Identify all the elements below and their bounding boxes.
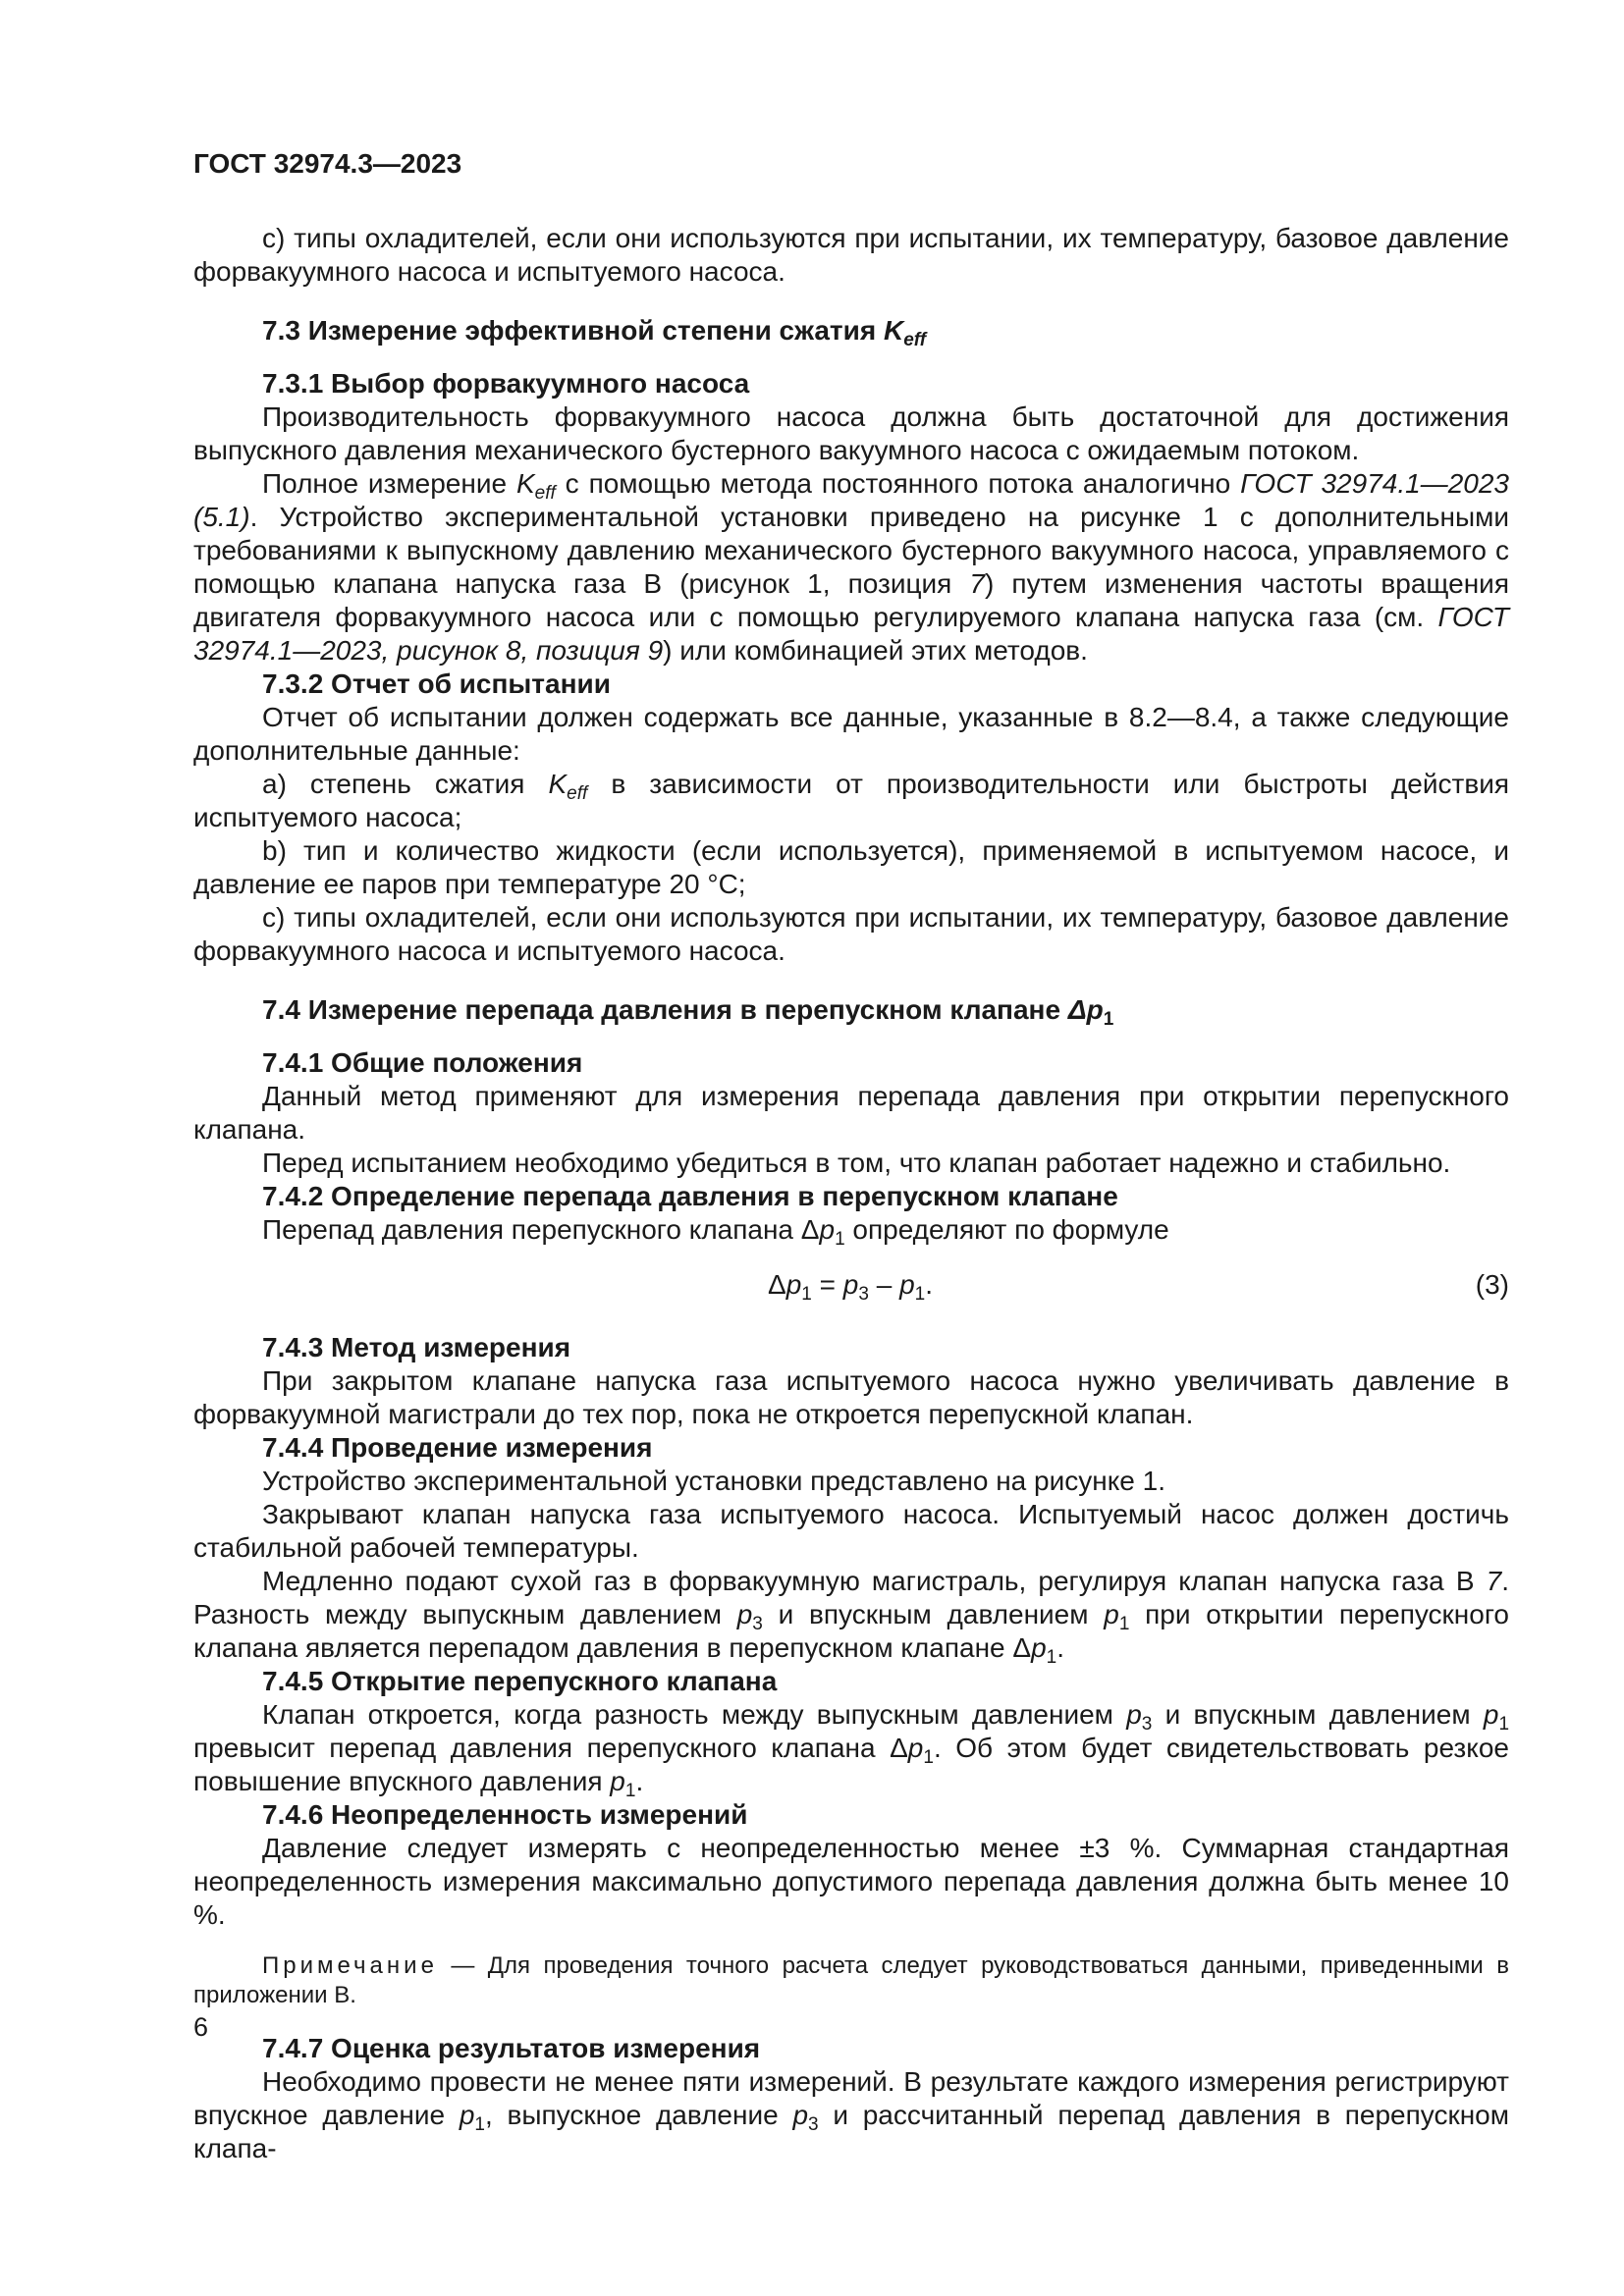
reference: ГОСТ 32974.1—2023 (5.1) — [193, 468, 1509, 532]
paragraph: Необходимо провести не менее пяти измерений. В результате каждого измерения регистрируют впускное давление $p_1$, выпускное давление $p_3$ и рассчитанный перепад давления в перепускном клапа- — [193, 2066, 1509, 2163]
formula-number: (3) — [1475, 1269, 1509, 1300]
section-7-4-1-title: 7.4.1 Общие положения — [262, 1047, 583, 1078]
list-item-c: c) типы охладителей, если они используются при испытании, их температуру, базовое давление форвакуумного насоса и испытуемого насоса. — [193, 223, 1509, 287]
list-item-b: b) тип и количество жидкости (если используется), применяемой в испытуемом насосе, и давление ее паров при температуре 20 °С; — [193, 835, 1509, 899]
reference: ГОСТ 32974.1—2023, рисунок 8, позиция 9 — [193, 602, 1509, 666]
section-7-4-title: 7.4 Измерение перепада давления в перепускном клапане $\Delta p_1$ — [262, 994, 1114, 1030]
paragraph: Данный метод применяют для измерения перепада давления при открытии перепускного клапана. — [193, 1081, 1509, 1145]
section-7-3-title: 7.3 Измерение эффективной степени сжатия $K_{eff}$ — [262, 315, 927, 350]
paragraph: Медленно подают сухой газ в форвакуумную магистраль, регулируя клапан напуска газа B 7. Разность между выпускным давлением $p_3$ и впускным давлением $p_1$ при открытии перепускного клапана является перепадом давления в перепускном клапане $\Delta p_1$. — [193, 1566, 1509, 1668]
section-7-4-6-title: 7.4.6 Неопределенность измерений — [262, 1799, 748, 1830]
note-label: Примечание — [262, 1952, 438, 1979]
list-item-a: a) степень сжатия $K_{eff}$ в зависимости от производительности или быстроты действия испытуемого насоса; — [193, 769, 1509, 832]
paragraph: Устройство экспериментальной установки представлено на рисунке 1. — [262, 1466, 1165, 1496]
paragraph: Производительность форвакуумного насоса должна быть достаточной для достижения выпускного давления механического бустерного вакуумного насоса с ожидаемым потоком. — [193, 401, 1509, 465]
paragraph: При закрытом клапане напуска газа испытуемого насоса нужно увеличивать давление в форвакуумной магистрали до тех пор, пока не откроется перепускной клапан. — [193, 1365, 1509, 1429]
paragraph: Перепад давления перепускного клапана $\Delta p_1$ определяют по формуле — [262, 1214, 1169, 1250]
note: Примечание — Для проведения точного расчета следует руководствоваться данными, приведенными в приложении В. — [193, 1952, 1509, 2008]
formula-expression: $\Delta p_1 = p_3 - p_1$. — [768, 1269, 934, 1305]
section-7-4-2-title: 7.4.2 Определение перепада давления в перепускном клапане — [262, 1181, 1118, 1211]
section-7-3-2-title: 7.3.2 Отчет об испытании — [262, 668, 611, 699]
paragraph: Перед испытанием необходимо убедиться в том, что клапан работает надежно и стабильно. — [262, 1148, 1451, 1178]
paragraph: Полное измерение $K_{eff}$ с помощью метода постоянного потока аналогично ГОСТ 32974.1—2023 (5.1). Устройство экспериментальной установки приведено на рисунке 1 с дополнительными требованиями к выпускному давлению механического бустерного вакуумного насоса, управляемого с помощью клапана напуска газа B (рисунок 1, позиция 7) путем изменения частоты вращения двигателя форвакуумного насоса или с помощью регулируемого клапана напуска газа (см. ГОСТ 32974.1—2023, рисунок 8, позиция 9) или комбинацией этих методов. — [193, 468, 1509, 666]
formula-3 — [193, 1264, 1509, 1309]
document-header: ГОСТ 32974.3—2023 — [193, 148, 462, 179]
list-item-c: c) типы охладителей, если они используются при испытании, их температуру, базовое давление форвакуумного насоса и испытуемого насоса. — [193, 902, 1509, 966]
section-7-3-1-title: 7.3.1 Выбор форвакуумного насоса — [262, 368, 750, 399]
page-number: 6 — [193, 2012, 209, 2042]
section-7-4-4-title: 7.4.4 Проведение измерения — [262, 1432, 653, 1463]
section-7-4-5-title: 7.4.5 Открытие перепускного клапана — [262, 1666, 778, 1696]
section-7-4-3-title: 7.4.3 Метод измерения — [262, 1332, 571, 1362]
document-body — [193, 222, 1509, 2165]
paragraph: Клапан откроется, когда разность между выпускным давлением $p_3$ и впускным давлением $p_1$ превысит перепад давления перепускного клапана $\Delta p_1$. Об этом будет свидетельствовать резкое повышение впускного давления $p_1$. — [193, 1699, 1510, 1801]
paragraph: Отчет об испытании должен содержать все данные, указанные в 8.2—8.4, а также следующие дополнительные данные: — [193, 702, 1509, 766]
paragraph: Давление следует измерять с неопределенностью менее ±3 %. Суммарная стандартная неопределенность измерения максимально допустимого перепада давления должна быть менее 10 %. — [193, 1833, 1509, 1930]
paragraph: Закрывают клапан напуска газа испытуемого насоса. Испытуемый насос должен достичь стабильной рабочей температуры. — [193, 1499, 1509, 1563]
section-7-4-7-title: 7.4.7 Оценка результатов измерения — [262, 2033, 761, 2063]
